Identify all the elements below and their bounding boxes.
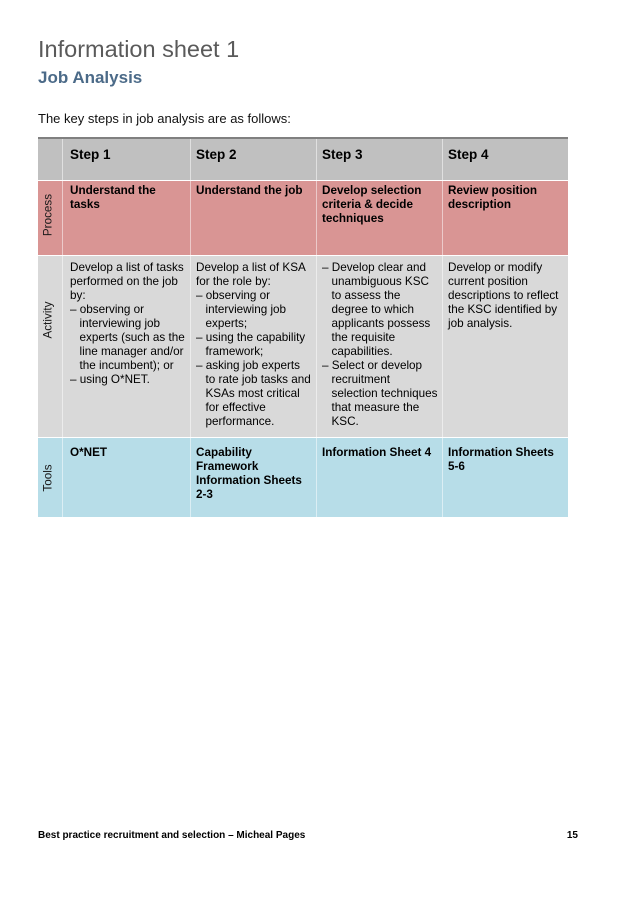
text-line: techniques bbox=[322, 212, 384, 225]
cell-paragraph bbox=[70, 261, 190, 303]
text-line: O*NET bbox=[70, 446, 108, 459]
tools-step-1-cell bbox=[62, 438, 190, 517]
text-line: unambiguous KSC bbox=[331, 275, 429, 288]
intro-text: The key steps in job analysis are as follows: bbox=[38, 111, 291, 126]
cell-paragraph bbox=[448, 261, 568, 331]
row-label-cell bbox=[38, 256, 62, 437]
text-line: – using the capability bbox=[196, 331, 306, 344]
bullet-item bbox=[196, 331, 316, 359]
text-line: Develop selection bbox=[322, 184, 422, 197]
bullet-item bbox=[70, 303, 190, 373]
text-line: 2-3 bbox=[196, 488, 213, 501]
text-line: Information Sheets bbox=[448, 446, 554, 459]
activity-step-1-cell bbox=[62, 256, 190, 437]
text-line: for the role by: bbox=[196, 275, 271, 288]
cell-paragraph bbox=[70, 184, 190, 212]
text-line: experts; bbox=[205, 317, 248, 330]
text-line: to rate job tasks and bbox=[205, 373, 311, 386]
bullet-item bbox=[322, 359, 442, 429]
sheet-title: Information sheet 1 bbox=[38, 36, 240, 62]
text-line: Understand the job bbox=[196, 184, 303, 197]
text-line: framework; bbox=[205, 345, 264, 358]
text-line: by: bbox=[70, 289, 86, 302]
text-line: description bbox=[448, 198, 511, 211]
text-line: degree to which bbox=[331, 303, 415, 316]
table-row-tools bbox=[38, 438, 568, 517]
activity-step-3-cell bbox=[316, 256, 442, 437]
text-line: the requisite bbox=[331, 331, 396, 344]
row-label-activity: Activity bbox=[41, 300, 54, 339]
text-line: criteria & decide bbox=[322, 198, 413, 211]
row-label-tools: Tools bbox=[41, 463, 54, 492]
footer-text: Best practice recruitment and selection – Micheal Pages bbox=[38, 830, 306, 841]
tools-step-4-cell bbox=[442, 438, 568, 517]
tools-step-3-cell bbox=[316, 438, 442, 517]
cell-paragraph bbox=[70, 446, 190, 460]
row-label-process: Process bbox=[41, 193, 54, 237]
text-line: tasks bbox=[70, 198, 100, 211]
cell-paragraph bbox=[196, 184, 316, 198]
process-step-3-cell bbox=[316, 181, 442, 255]
text-line: applicants possess bbox=[331, 317, 431, 330]
process-step-2-cell bbox=[190, 181, 316, 255]
activity-step-2-cell bbox=[190, 256, 316, 437]
text-line: for effective bbox=[205, 401, 266, 414]
row-label-cell bbox=[38, 438, 62, 517]
activity-step-4-cell bbox=[442, 256, 568, 437]
text-line: – asking job experts bbox=[196, 359, 300, 372]
text-line: recruitment bbox=[331, 373, 390, 386]
cell-paragraph bbox=[322, 184, 442, 226]
text-line: Framework bbox=[196, 460, 259, 473]
bullet-item bbox=[70, 373, 190, 387]
bullet-item bbox=[322, 261, 442, 359]
text-line: Information Sheet 4 bbox=[322, 446, 432, 459]
cell-paragraph bbox=[448, 184, 568, 212]
cell-paragraph bbox=[448, 446, 568, 474]
text-line: Develop a list of tasks bbox=[70, 261, 184, 274]
text-line: – Select or develop bbox=[322, 359, 423, 372]
column-header-step-3: Step 3 bbox=[316, 139, 442, 180]
text-line: experts (such as the bbox=[79, 331, 185, 344]
page-number: 15 bbox=[566, 830, 578, 841]
bullet-item bbox=[196, 359, 316, 429]
column-header-step-2: Step 2 bbox=[190, 139, 316, 180]
table-row-activity bbox=[38, 256, 568, 437]
header-corner-cell bbox=[38, 139, 62, 180]
job-analysis-table bbox=[38, 137, 568, 517]
text-line: Review position bbox=[448, 184, 537, 197]
text-line: current position bbox=[448, 275, 528, 288]
text-line: – using O*NET. bbox=[70, 373, 150, 386]
text-line: 5-6 bbox=[448, 460, 465, 473]
text-line: Develop a list of KSA bbox=[196, 261, 306, 274]
section-heading: Job Analysis bbox=[38, 68, 143, 87]
text-line: to assess the bbox=[331, 289, 401, 302]
text-line: Capability bbox=[196, 446, 252, 459]
cell-paragraph bbox=[196, 261, 316, 289]
process-step-1-cell bbox=[62, 181, 190, 255]
text-line: interviewing job bbox=[79, 317, 161, 330]
column-header-step-4: Step 4 bbox=[442, 139, 568, 180]
text-line: interviewing job bbox=[205, 303, 287, 316]
row-label-cell bbox=[38, 181, 62, 255]
text-line: Understand the bbox=[70, 184, 156, 197]
cell-paragraph bbox=[196, 446, 316, 502]
text-line: Information Sheets bbox=[196, 474, 302, 487]
text-line: performance. bbox=[205, 415, 275, 428]
text-line: selection techniques bbox=[331, 387, 438, 400]
bullet-item bbox=[196, 289, 316, 331]
text-line: the incumbent); or bbox=[79, 359, 174, 372]
text-line: – observing or bbox=[196, 289, 271, 302]
text-line: performed on the job bbox=[70, 275, 178, 288]
text-line: – observing or bbox=[70, 303, 145, 316]
text-line: line manager and/or bbox=[79, 345, 184, 358]
cell-paragraph bbox=[322, 446, 442, 460]
text-line: – Develop clear and bbox=[322, 261, 426, 274]
text-line: Develop or modify bbox=[448, 261, 543, 274]
table-row-process bbox=[38, 181, 568, 255]
text-line: KSAs most critical bbox=[205, 387, 300, 400]
text-line: descriptions to reflect bbox=[448, 289, 559, 302]
column-header-step-1: Step 1 bbox=[62, 139, 190, 180]
process-step-4-cell bbox=[442, 181, 568, 255]
table-header-row bbox=[38, 139, 568, 180]
text-line: job analysis. bbox=[448, 317, 513, 330]
text-line: capabilities. bbox=[331, 345, 393, 358]
tools-step-2-cell bbox=[190, 438, 316, 517]
text-line: that measure the bbox=[331, 401, 420, 414]
text-line: the KSC identified by bbox=[448, 303, 558, 316]
text-line: KSC. bbox=[331, 415, 359, 428]
